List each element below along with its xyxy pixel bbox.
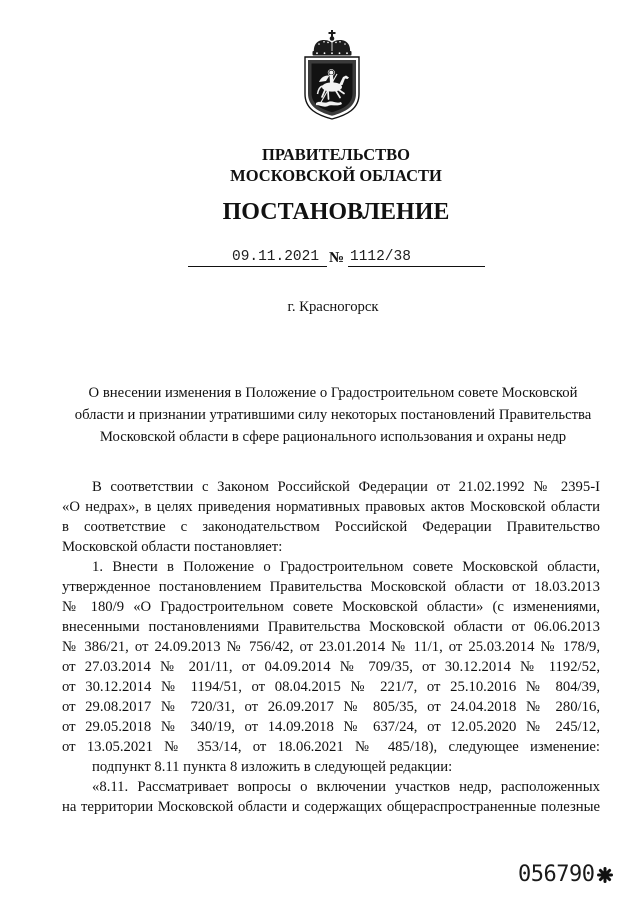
- body-line: 1. Внести в Положение о Градостроительном совете Московской области,: [92, 559, 600, 575]
- number-underline: [348, 266, 485, 267]
- body-line: от 30.12.2014 № 1194/51, от 08.04.2015 № 221/7, от 25.10.2016 № 804/39,: [62, 679, 600, 695]
- body-line: В соответствии с Законом Российской Федерации от 21.02.1992 № 2395-I: [92, 479, 600, 495]
- body-line: утвержденное постановлением Правительства Московской области от 18.03.2013: [62, 579, 600, 595]
- document-body: [62, 477, 600, 817]
- document-title-line: области и признании утратившими силу некоторых постановлений Правительства: [74, 407, 592, 423]
- body-line: внесенными постановлениями Правительства Московской области от 06.06.2013: [62, 619, 600, 635]
- document-title-line: Московской области в сфере рационального использования и охраны недр: [99, 429, 567, 445]
- body-line: подпункт 8.11 пункта 8 изложить в следующей редакции:: [92, 759, 453, 775]
- body-paragraph: [62, 557, 600, 757]
- document-date: 09.11.2021: [232, 249, 320, 265]
- document-number: 1112/38: [350, 249, 411, 265]
- body-line: на территории Московской области и содержащих общераспространенные полезные: [62, 799, 600, 815]
- coat-of-arms-icon: [299, 30, 365, 120]
- body-line: «8.11. Рассматривает вопросы о включении участков недр, расположенных: [92, 779, 600, 795]
- body-line: Московской области постановляет:: [62, 539, 283, 555]
- place-of-issue: г. Красногорск: [287, 299, 379, 315]
- body-paragraph: [62, 777, 600, 817]
- document-title: [66, 382, 600, 448]
- government-name-line2: МОСКОВСКОЙ ОБЛАСТИ: [230, 166, 442, 185]
- government-name-line1: ПРАВИТЕЛЬСТВО: [262, 145, 410, 164]
- serial-number: 056790: [518, 862, 595, 887]
- body-line: от 29.05.2018 № 340/19, от 14.09.2018 № 637/24, от 12.05.2020 № 245/12,: [62, 719, 600, 735]
- body-line: № 180/9 «О Градостроительном совете Московской области» (с изменениями,: [62, 599, 600, 615]
- body-line: от 29.08.2017 № 720/31, от 26.09.2017 № 805/35, от 24.04.2018 № 280/16,: [62, 699, 600, 715]
- number-sign: №: [329, 250, 345, 266]
- body-paragraph: [62, 477, 600, 557]
- document-title-line: О внесении изменения в Положение о Градостроительном совете Московской: [88, 385, 578, 401]
- asterisk-icon: [597, 867, 613, 883]
- date-underline: [188, 266, 327, 267]
- body-line: «О недрах», в целях приведения нормативных правовых актов Московской области: [62, 499, 600, 515]
- document-type-heading: ПОСТАНОВЛЕНИЕ: [222, 199, 450, 225]
- body-line: от 13.05.2021 № 353/14, от 18.06.2021 № 485/18), следующее изменение:: [62, 739, 600, 755]
- body-paragraph: [62, 757, 600, 777]
- body-line: № 386/21, от 24.09.2013 № 756/42, от 23.01.2014 № 11/1, от 25.03.2014 № 178/9,: [62, 639, 600, 655]
- body-line: в соответствие с законодательством Российской Федерации Правительство: [62, 519, 600, 535]
- body-line: от 27.03.2014 № 201/11, от 04.09.2014 № 709/35, от 30.12.2014 № 1192/52,: [62, 659, 600, 675]
